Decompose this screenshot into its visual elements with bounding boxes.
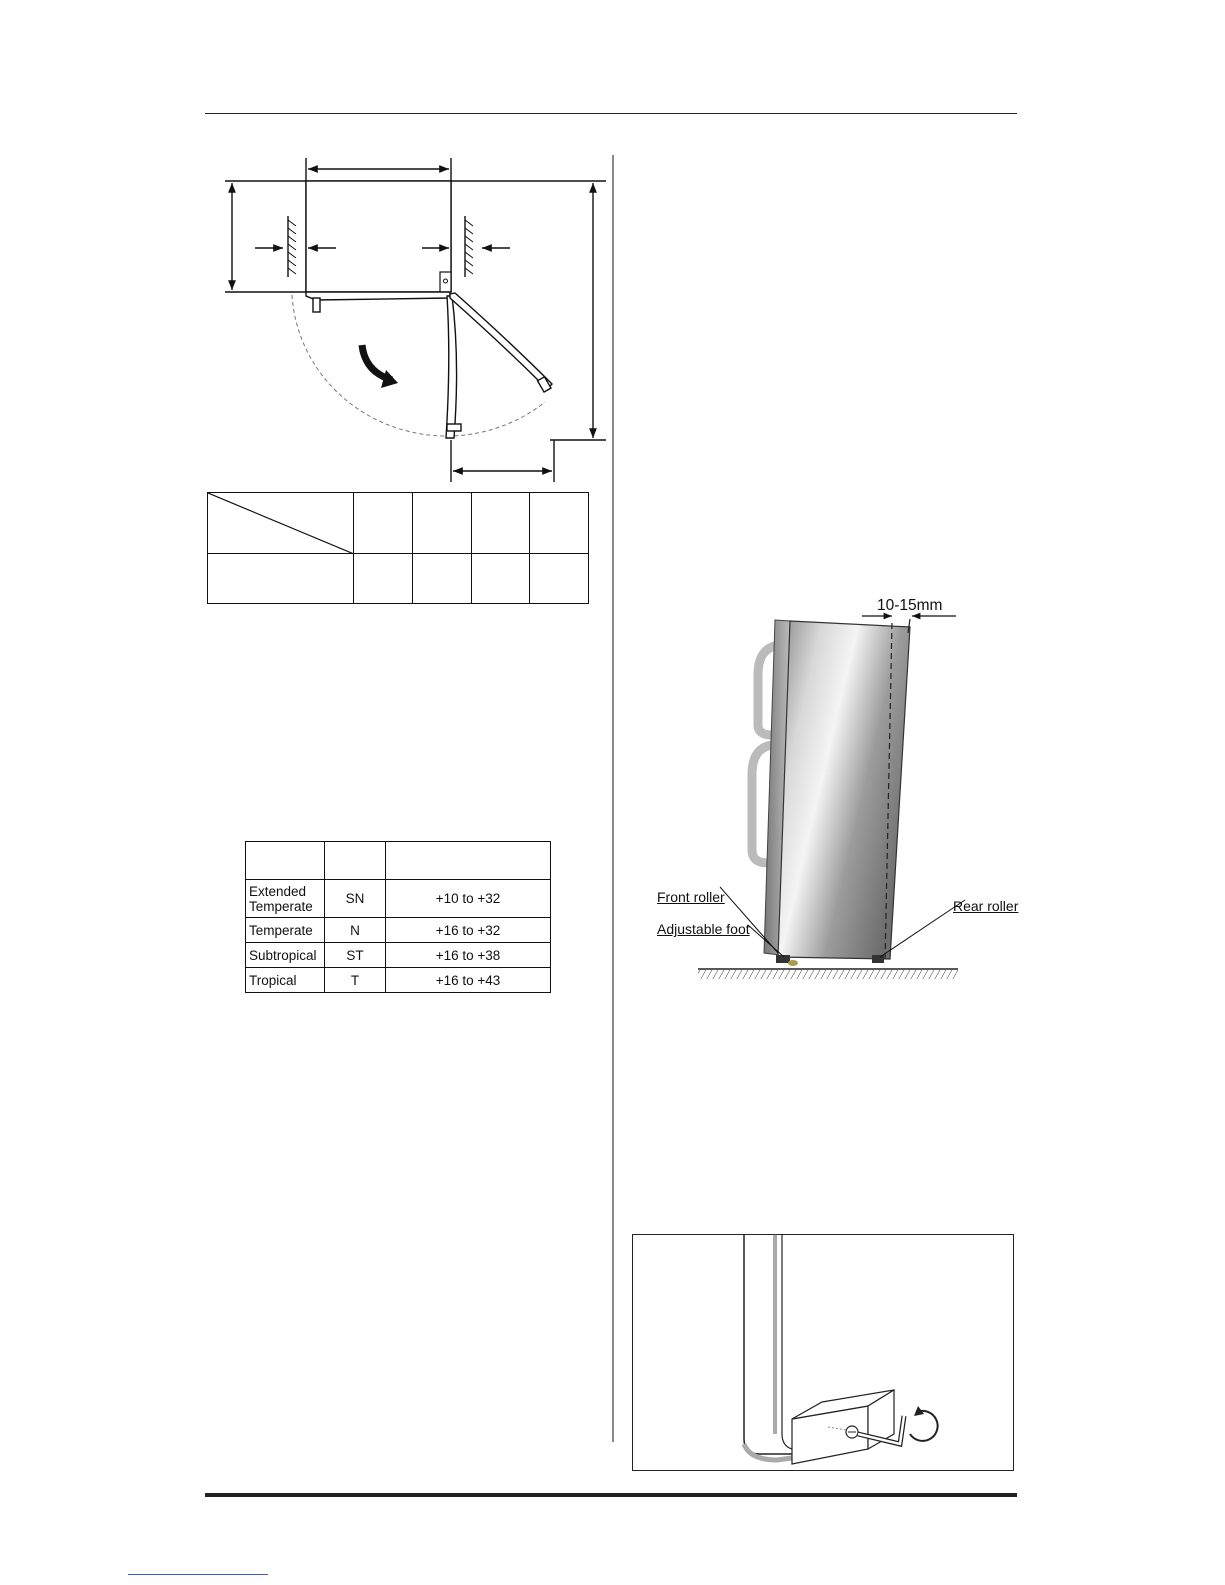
climate-symbol-cell: ST	[325, 943, 386, 968]
climate-range-cell: +16 to +43	[386, 968, 551, 993]
dimensions-table-cell	[471, 554, 530, 604]
climate-class-table	[245, 841, 551, 993]
climate-class-cell: Subtropical	[246, 943, 325, 968]
climate-header-cell	[325, 842, 386, 880]
climate-range-cell: +16 to +32	[386, 918, 551, 943]
table-row	[246, 880, 551, 918]
climate-range-cell: +16 to +38	[386, 943, 551, 968]
table-row	[246, 943, 551, 968]
table-row	[246, 918, 551, 943]
climate-symbol-cell: T	[325, 968, 386, 993]
dimensions-table-cell	[530, 493, 589, 554]
dimensions-table-cell	[208, 554, 354, 604]
table-row	[246, 968, 551, 993]
diagonal-split-line	[208, 493, 354, 554]
gap-dimension-label: 10-15mm	[877, 597, 943, 614]
adjustable-foot-label: Adjustable foot	[657, 921, 750, 937]
climate-symbol-cell: N	[325, 918, 386, 943]
dimensions-table-corner-cell	[208, 493, 354, 554]
rear-roller-label: Rear roller	[953, 898, 1019, 914]
door-clearance-diagram	[0, 0, 620, 490]
dimensions-table-cell	[412, 493, 471, 554]
dimensions-table-cell	[354, 554, 413, 604]
dimensions-table-cell	[412, 554, 471, 604]
footer-link-underline[interactable]	[128, 1574, 268, 1575]
climate-class-cell: Temperate	[246, 918, 325, 943]
climate-class-cell: Extended Temperate	[246, 880, 325, 918]
door-adjust-illustration	[632, 1234, 1014, 1471]
climate-header-cell	[386, 842, 551, 880]
front-roller-label: Front roller	[657, 889, 725, 905]
climate-symbol-cell: SN	[325, 880, 386, 918]
dimensions-table-cell	[354, 493, 413, 554]
climate-class-cell: Tropical	[246, 968, 325, 993]
climate-range-cell: +10 to +32	[386, 880, 551, 918]
dimensions-table	[207, 492, 589, 604]
footer-rule	[205, 1493, 1017, 1497]
dimensions-table-cell	[471, 493, 530, 554]
climate-table-header-row	[246, 842, 551, 880]
dimensions-table-cell	[530, 554, 589, 604]
climate-header-cell	[246, 842, 325, 880]
